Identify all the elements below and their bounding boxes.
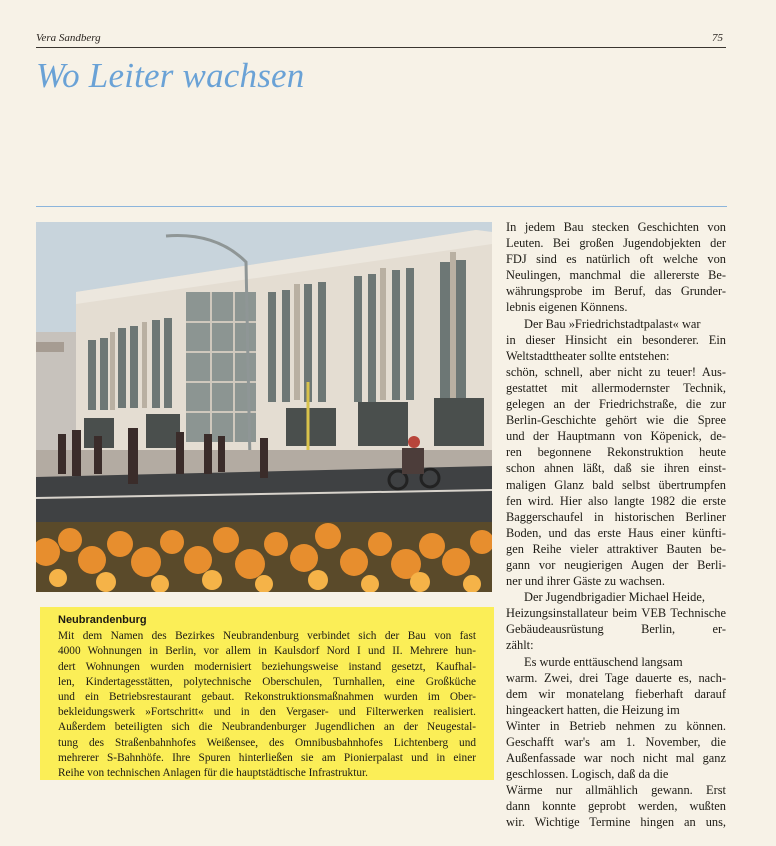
sidebar-line: bekleidungswerk »Fortschritt« und in den Vergaser- und Filterwerken realisiert. bbox=[58, 706, 476, 719]
body-line: Boden, und das erste Haus einer künfti- bbox=[506, 525, 726, 540]
body-line: ren begonnene Rekonstruktion heute bbox=[506, 445, 726, 460]
body-line: Der Bau »Friedrichstadtpalast« war bbox=[524, 316, 701, 331]
quote-line: Wärme nur allmählich gewann. Erst bbox=[506, 783, 726, 798]
body-line: gelegen an der Friedrichstraße, die zur bbox=[506, 397, 726, 412]
header-rule bbox=[36, 47, 726, 48]
quote-line: wir. Wichtige Termine hingen an uns, bbox=[506, 815, 726, 830]
quote-line: warm. Zwei, drei Tage dauerte es, nach- bbox=[506, 670, 726, 685]
sidebar-line: len, Kindertagesstätten, polytechnische Oberschulen, Turnhallen, eine Großküche bbox=[58, 675, 476, 688]
article-body bbox=[506, 219, 726, 831]
body-line: gann vor neugierigen Augen der Berli- bbox=[506, 557, 726, 572]
sidebar-line: dert Wohnungen wurden modernisiert beziehungsweise instand gesetzt, Kaufhal- bbox=[58, 660, 476, 673]
body-line: schön, schnell, aber nicht zu teuer! Aus- bbox=[506, 364, 726, 379]
header-author: Vera Sandberg bbox=[36, 32, 101, 44]
body-line: Baggerschaufel in historischen Berliner bbox=[506, 509, 726, 524]
body-line: FDJ sind es natürlich oft welche von bbox=[506, 252, 726, 267]
body-line: gestattet mit allermodernster Technik, bbox=[506, 380, 726, 395]
quote-line: geschlossen. Logisch, daß da die bbox=[506, 767, 669, 782]
sidebar-line: Mit dem Namen des Bezirkes Neubrandenburg verbindet sich der Bau von fast bbox=[58, 630, 476, 643]
body-line: fen wird. Hier also langte 1982 die erste bbox=[506, 493, 726, 508]
body-line: gen Reihe vieler attraktiver Bauten be- bbox=[506, 541, 726, 556]
body-line: ner und ihrer Gäste zu wachsen. bbox=[506, 574, 665, 589]
body-line: maligen Glanz bald selbst übertrumpfen bbox=[506, 477, 726, 492]
quote-line: Winter in Betrieb nehmen zu können. bbox=[506, 718, 726, 733]
page-title: Wo Leiter wachsen bbox=[36, 56, 305, 95]
body-line: Berlin-Geschichte gehört wie die Spree bbox=[506, 413, 726, 428]
quote-line: Außenfassade war noch nicht mal ganz bbox=[506, 751, 726, 766]
body-line: und der Hauptmann von Köpenick, de- bbox=[506, 429, 726, 444]
building-photo bbox=[36, 222, 492, 592]
quote-line: Es wurde enttäuschend langsam bbox=[524, 654, 683, 669]
body-line: Neulingen, manchmal die allererste Be- bbox=[506, 268, 726, 283]
body-line: Der Jugendbrigadier Michael Heide, bbox=[524, 590, 705, 605]
body-line: zählt: bbox=[506, 638, 534, 653]
sidebar-box-neubrandenburg bbox=[40, 607, 494, 780]
quote-line: hingeackert hatten, die Heizung im bbox=[506, 702, 680, 717]
title-divider bbox=[36, 206, 727, 207]
body-line: Heizungsinstallateur beim VEB Technische bbox=[506, 606, 726, 621]
sidebar-line: 4000 Wohnungen in Berlin, vor allem in Kaulsdorf Nord I und II. Mehrere hun- bbox=[58, 645, 476, 658]
sidebar-line: und ein Betriebsrestaurant gebaut. Rekonstruktionsmaßnahmen wurden im Ober- bbox=[58, 691, 476, 704]
sidebar-title: Neubrandenburg bbox=[58, 614, 147, 626]
sidebar-line: Reihe von technischen Anlagen für die hauptstädtische Infrastruktur. bbox=[58, 767, 368, 780]
body-line: in dieser Hinsicht ein besonderer. Ein bbox=[506, 332, 726, 347]
sidebar-line: tung des Straßenbahnhofes Weißensee, des Omnibusbahnhofes Lichtenberg und bbox=[58, 736, 476, 749]
quote-line: dann konnte geprobt werden, wußten bbox=[506, 799, 726, 814]
quote-line: Geschafft war's am 1. November, die bbox=[506, 735, 726, 749]
body-line: schon ahnen läßt, daß sie ihren einst- bbox=[506, 461, 726, 476]
quote-line: dem wir monatelang fieberhaft darauf bbox=[506, 686, 726, 701]
sidebar-line: Außerdem beteiligten sich die Neubrandenburger Jugendlichen an der Neugestal- bbox=[58, 721, 476, 734]
body-line: Gebäudeausrüstung Berlin, er- bbox=[506, 622, 726, 637]
body-line: lebnis eigenen Könnens. bbox=[506, 300, 628, 315]
sidebar-line: mehrerer S-Bahnhöfe. Ihre Spuren hinterließen sie am Pionierpalast und in einer bbox=[58, 751, 476, 764]
body-line: Weltstadttheater sollte entstehen: bbox=[506, 348, 670, 363]
body-line: In jedem Bau stecken Geschichten von bbox=[506, 220, 726, 234]
page-number: 75 bbox=[712, 32, 723, 44]
body-line: Leuten. Bei großen Jugendobjekten der bbox=[506, 236, 726, 251]
body-line: währungsprobe im Beruf, das Grunder- bbox=[506, 284, 726, 299]
